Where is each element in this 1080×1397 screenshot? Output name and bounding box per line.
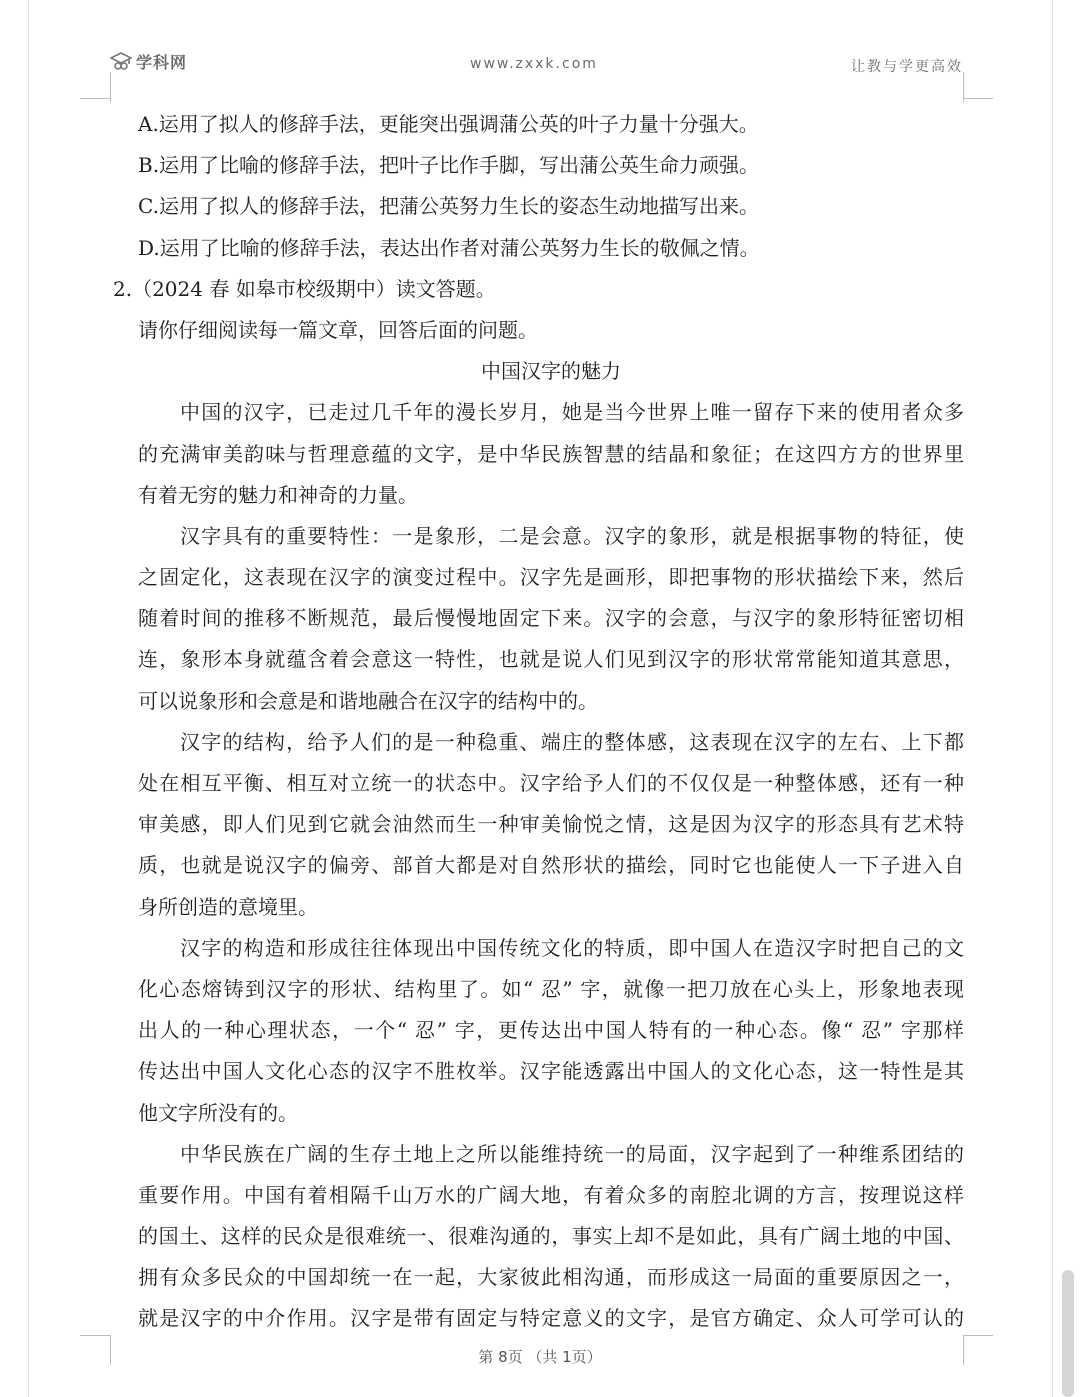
page-header: [110, 44, 963, 84]
paragraph-line: 拥有众多民众的中国却统一在一起，大家彼此相沟通，而形成这一局面的重要原因之一，: [138, 1265, 964, 1290]
paragraph-line: 汉字的构造和形成往往体现出中国传统文化的特质，即中国人在造汉字时把自己的文: [180, 935, 964, 960]
paragraph-line: 化心态熔铸到汉字的形状、结构里了。如“ 忍” 字，就像一把刀放在心头上，形象地表现: [138, 976, 964, 1001]
paragraph-line: 连，象形本身就蕴含着会意这一特性，也就是说人们见到汉字的形状常常能知道其意思，: [138, 647, 964, 672]
answer-option-c: C.运用了拟人的修辞手法，把蒲公英努力生长的姿态生动地描写出来。: [138, 194, 759, 219]
crop-mark: [963, 98, 993, 99]
paragraph-line: 中国的汉字，已走过几千年的漫长岁月，她是当今世界上唯一留存下来的使用者众多: [180, 400, 964, 425]
scrollbar-thumb[interactable]: [1062, 1270, 1074, 1397]
article-title: 中国汉字的魅力: [481, 359, 621, 384]
logo-text: 学科网: [136, 53, 188, 72]
paragraph-line: 质，也就是说汉字的偏旁、部首大都是对自然形状的描绘，同时它也能使人一下子进入自: [138, 853, 964, 878]
document-body: [113, 104, 964, 1340]
paragraph-line: 之固定化，这表现在汉字的演变过程中。汉字先是画形，即把事物的形状描绘下来，然后: [138, 565, 964, 590]
paragraph-line: 中华民族在广阔的生存土地上之所以能维持统一的局面，汉字起到了一种维系团结的: [180, 1141, 964, 1166]
page-frame-right: [1052, 0, 1053, 1397]
crop-mark: [963, 1335, 993, 1336]
paragraph-line: 汉字具有的重要特性：一是象形，二是会意。汉字的象形，就是根据事物的特征，使: [180, 523, 964, 548]
crop-mark: [80, 1335, 110, 1336]
paragraph-line: 重要作用。中国有着相隔千山万水的广阔大地，有着众多的南腔北调的方言，按理说这样: [138, 1182, 964, 1207]
site-url: www.zxxk.com: [470, 56, 598, 72]
paragraph-line: 出人的一种心理状态，一个“ 忍” 字，更传达出中国人特有的一种心态。像“ 忍” 字那样: [138, 1018, 964, 1043]
article-paragraph-5: [138, 1134, 964, 1340]
crop-mark: [110, 72, 111, 102]
article-paragraph-3: [138, 722, 964, 928]
scrollbar[interactable]: [1064, 0, 1078, 1397]
header-slogan: 让教与学更高效: [851, 59, 963, 75]
page-footer: 第 8页 （共 1页）: [478, 1348, 602, 1366]
crop-mark: [963, 72, 964, 102]
site-logo: [110, 50, 187, 73]
crop-mark: [80, 98, 110, 99]
answer-option-b: B.运用了比喻的修辞手法，把叶子比作手脚，写出蒲公英生命力顽强。: [138, 153, 760, 178]
article-paragraph-4: [138, 928, 964, 1134]
paragraph-line: 审美感，即人们见到它就会油然而生一种审美愉悦之情，这是因为汉字的形态具有艺术特: [138, 812, 964, 837]
paragraph-line: 汉字的结构，给予人们的是一种稳重、端庄的整体感，这表现在汉字的左右、上下都: [180, 729, 964, 754]
question-stem: 2.（2024 春 如皋市校级期中）读文答题。: [113, 276, 496, 301]
article-paragraph-2: [138, 516, 964, 722]
paragraph-line: 可以说象形和会意是和谐地融合在汉字的结构中的。: [138, 688, 598, 713]
paragraph-line: 的国土、这样的民众是很难统一、很难沟通的，事实上却不是如此，具有广阔土地的中国、: [138, 1224, 964, 1249]
paragraph-line: 的充满审美韵味与哲理意蕴的文字，是中华民族智慧的结晶和象征；在这四方方的世界里: [138, 441, 964, 466]
paragraph-line: 传达出中国人文化心态的汉字不胜枚举。汉字能透露出中国人的文化心态，这一特性是其: [138, 1059, 964, 1084]
page-frame-left: [28, 0, 29, 1397]
answer-option-d: D.运用了比喻的修辞手法，表达出作者对蒲公英努力生长的敬佩之情。: [138, 235, 760, 260]
paragraph-line: 他文字所没有的。: [138, 1100, 298, 1125]
question-instruction: 请你仔细阅读每一篇文章，回答后面的问题。: [138, 317, 538, 342]
paragraph-line: 随着时间的推移不断规范，最后慢慢地固定下来。汉字的会意，与汉字的象形特征密切相: [138, 606, 964, 631]
paragraph-line: 身所创造的意境里。: [138, 894, 318, 919]
paragraph-line: 就是汉字的中介作用。汉字是带有固定与特定意义的文字，是官方确定、众人可学可认的: [138, 1306, 964, 1331]
paragraph-line: 有着无穷的魅力和神奇的力量。: [138, 482, 418, 507]
article-paragraph-1: [138, 392, 964, 516]
paragraph-line: 处在相互平衡、相互对立统一的状态中。汉字给予人们的不仅仅是一种整体感，还有一种: [138, 771, 964, 795]
answer-option-a: A.运用了拟人的修辞手法，更能突出强调蒲公英的叶子力量十分强大。: [138, 112, 759, 136]
mortarboard-logo-icon: [110, 51, 132, 73]
